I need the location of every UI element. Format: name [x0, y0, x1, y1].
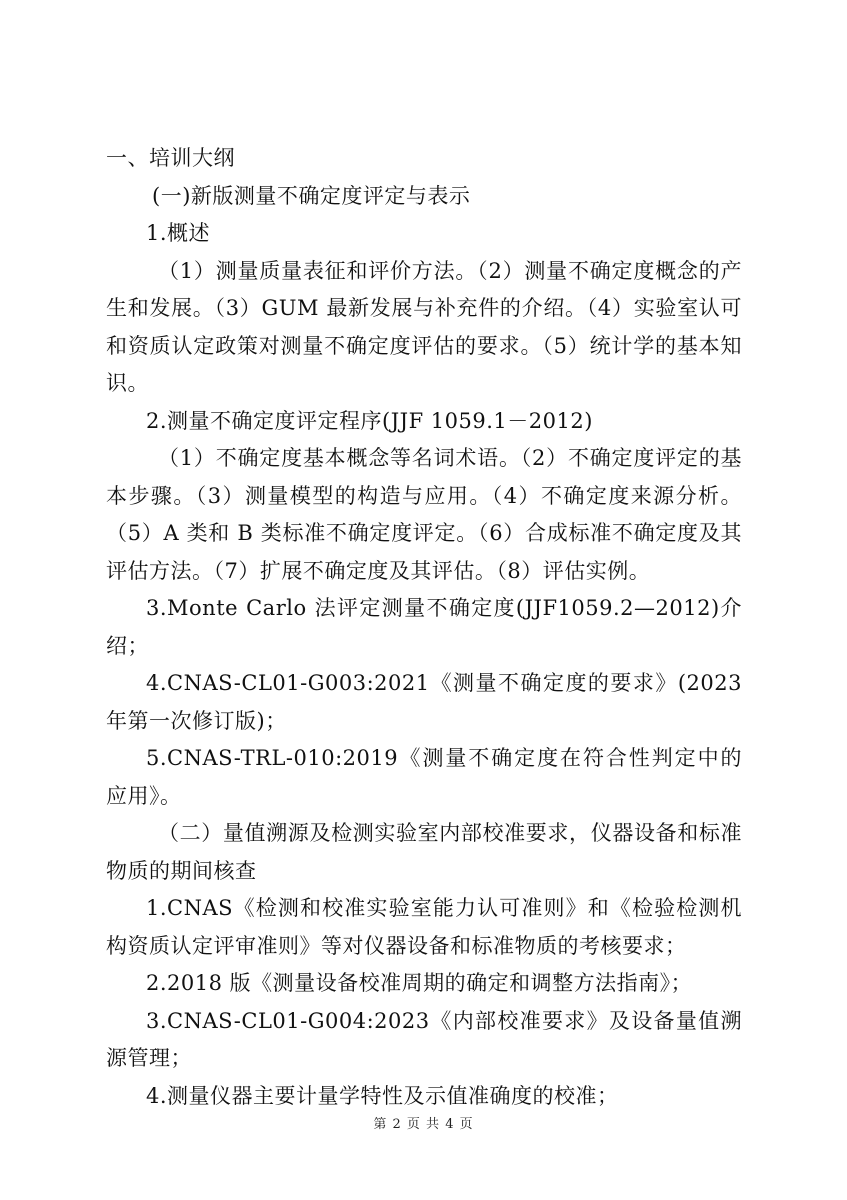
- list-item-cnas-g004: 3.CNAS-CL01-G004:2023《内部校准要求》及设备量值溯源管理；: [106, 1008, 742, 1070]
- list-item-monte-carlo: 3.Monte Carlo 法评定测量不确定度(JJF1059.2—2012)介绍；: [106, 596, 743, 658]
- document-body: [106, 140, 742, 1115]
- list-item-cnas-criteria: 1.CNAS《检测和校准实验室能力认可准则》和《检验检测机构资质认定评审准则》等对仪器设备和标准物质的考核要求；: [106, 896, 742, 958]
- paragraph-procedure: （1）不确定度基本概念等名词术语。（2）不确定度评定的基本步骤。（3）测量模型的构造与应用。（4）不确定度来源分析。（5）A 类和 B 类标准不确定度评定。（6）合成标准不确定度及其评估方法。（7）扩展不确定度及其评估。（8）评估实例。: [106, 446, 742, 583]
- subsection-heading-2: （二）量值溯源及检测实验室内部校准要求，仪器设备和标准物质的期间核查: [106, 821, 742, 883]
- list-item-cnas-g003: 4.CNAS-CL01-G003:2021《测量不确定度的要求》(2023 年第一次修订版)；: [106, 671, 742, 733]
- section-heading: 一、培训大纲: [106, 146, 235, 170]
- page-number: 第 2 页 共 4 页: [373, 1117, 474, 1132]
- item-heading-overview: 1.概述: [146, 221, 211, 245]
- item-heading-procedure: 2.测量不确定度评定程序(JJF 1059.1－2012): [146, 408, 593, 433]
- list-item-2018-guide: 2.2018 版《测量设备校准周期的确定和调整方法指南》；: [146, 971, 693, 995]
- list-item-cnas-trl-010: 5.CNAS-TRL-010:2019《测量不确定度在符合性判定中的应用》。: [106, 746, 742, 808]
- paragraph-overview: （1）测量质量表征和评价方法。（2）测量不确定度概念的产生和发展。（3）GUM 最新发展与补充件的介绍。（4）实验室认可和资质认定政策对测量不确定度评估的要求。（5）统计学的基本知识。: [106, 258, 742, 395]
- list-item-calibration: 4.测量仪器主要计量学特性及示值准确度的校准；: [146, 1083, 619, 1108]
- subsection-heading-1: (一)新版测量不确定度评定与表示: [152, 183, 471, 208]
